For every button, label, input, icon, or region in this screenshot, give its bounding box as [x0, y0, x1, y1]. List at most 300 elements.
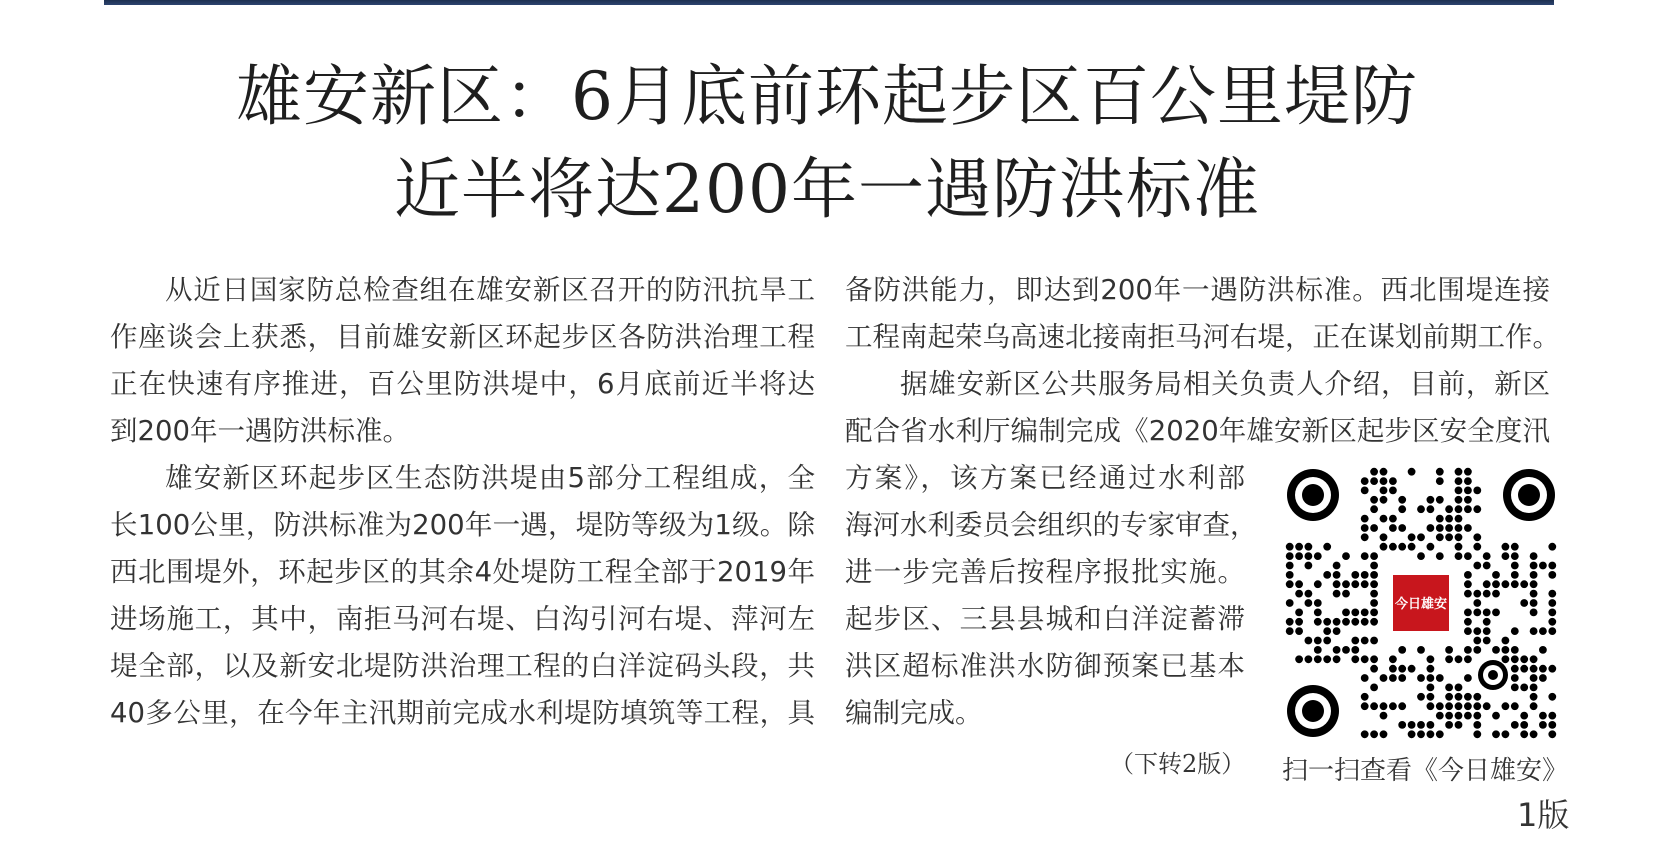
qr-dot	[1305, 637, 1313, 645]
qr-dot	[1408, 468, 1416, 476]
qr-dot	[1520, 599, 1528, 607]
qr-dot	[1530, 599, 1538, 607]
qr-dot	[1530, 627, 1538, 635]
qr-dot	[1323, 543, 1331, 551]
qr-dot	[1361, 552, 1369, 560]
qr-dot	[1548, 562, 1556, 570]
qr-dot	[1408, 730, 1416, 738]
qr-dot	[1455, 712, 1463, 720]
text-line: 工程南起荣乌高速北接南拒马河右堤，正在谋划前期工作。	[845, 321, 1560, 353]
qr-dot	[1464, 590, 1472, 598]
qr-dot	[1436, 524, 1444, 532]
qr-dot	[1314, 609, 1322, 617]
qr-dot	[1455, 468, 1463, 476]
qr-dot	[1473, 590, 1481, 598]
qr-dot	[1445, 693, 1453, 701]
text-line: 配合省水利厅编制完成《2020年雄安新区起步区安全度汛	[845, 415, 1550, 447]
qr-dot	[1370, 496, 1378, 504]
qr-dot	[1380, 730, 1388, 738]
qr-dot	[1473, 646, 1481, 654]
qr-dot	[1473, 693, 1481, 701]
qr-dot	[1398, 702, 1406, 710]
qr-dot	[1464, 618, 1472, 626]
qr-dot	[1342, 609, 1350, 617]
qr-dot	[1445, 533, 1453, 541]
qr-dot	[1417, 505, 1425, 513]
qr-dot	[1520, 684, 1528, 692]
qr-dot	[1548, 618, 1556, 626]
qr-dot	[1492, 609, 1500, 617]
qr-dot	[1305, 543, 1313, 551]
qr-dot	[1548, 590, 1556, 598]
qr-dot	[1389, 524, 1397, 532]
text-line: 正在快速有序推进，百公里防洪堤中，6月底前近半将达	[110, 368, 815, 400]
text-line: 海河水利委员会组织的专家审查，	[845, 509, 1258, 541]
qr-dot	[1427, 674, 1435, 682]
qr-dot	[1455, 543, 1463, 551]
qr-dot	[1351, 571, 1359, 579]
qr-dot	[1511, 552, 1519, 560]
qr-dot	[1464, 487, 1472, 495]
qr-dot	[1520, 655, 1528, 663]
qr-code-graphic	[1285, 467, 1557, 739]
qr-dot	[1483, 580, 1491, 588]
qr-dot	[1286, 580, 1294, 588]
text-line: 编制完成。	[845, 697, 983, 729]
qr-dot	[1455, 496, 1463, 504]
qr-dot	[1380, 515, 1388, 523]
qr-dot	[1342, 590, 1350, 598]
qr-dot	[1389, 665, 1397, 673]
qr-dot	[1427, 496, 1435, 504]
qr-dot	[1333, 562, 1341, 570]
qr-dot	[1520, 580, 1528, 588]
qr-dot	[1370, 477, 1378, 485]
qr-dot	[1473, 599, 1481, 607]
qr-dot	[1370, 580, 1378, 588]
qr-dot	[1464, 609, 1472, 617]
headline-line-2: 近半将达200年一遇防洪标准	[394, 151, 1260, 228]
qr-dot	[1361, 618, 1369, 626]
qr-dot	[1455, 487, 1463, 495]
qr-dot	[1464, 468, 1472, 476]
qr-dot	[1445, 505, 1453, 513]
qr-dot	[1333, 627, 1341, 635]
qr-dot	[1464, 674, 1472, 682]
qr-dot	[1361, 609, 1369, 617]
paragraph-2	[110, 455, 815, 737]
qr-dot	[1511, 702, 1519, 710]
qr-dot	[1314, 580, 1322, 588]
qr-dot	[1464, 571, 1472, 579]
qr-dot	[1548, 730, 1556, 738]
qr-dot	[1361, 693, 1369, 701]
qr-dot	[1530, 674, 1538, 682]
qr-dot	[1398, 505, 1406, 513]
qr-dot	[1361, 730, 1369, 738]
qr-dot	[1323, 655, 1331, 663]
qr-dot	[1427, 684, 1435, 692]
qr-dot	[1436, 533, 1444, 541]
qr-dot	[1502, 730, 1510, 738]
qr-dot	[1530, 590, 1538, 598]
qr-dot	[1511, 571, 1519, 579]
qr-dot	[1380, 702, 1388, 710]
qr-dot	[1530, 655, 1538, 663]
qr-dot	[1361, 655, 1369, 663]
qr-dot	[1436, 477, 1444, 485]
qr-dot	[1511, 684, 1519, 692]
qr-dot	[1530, 552, 1538, 560]
text-line: 进场施工，其中，南拒马河右堤、白沟引河右堤、萍河左	[110, 603, 815, 635]
qr-dot	[1389, 487, 1397, 495]
qr-dot	[1370, 562, 1378, 570]
qr-dot	[1370, 468, 1378, 476]
text-line: 长100公里，防洪标准为200年一遇，堤防等级为1级。除	[110, 509, 815, 541]
qr-dot	[1464, 580, 1472, 588]
qr-dot	[1473, 533, 1481, 541]
qr-dot	[1436, 702, 1444, 710]
qr-dot	[1342, 646, 1350, 654]
qr-dot	[1548, 609, 1556, 617]
qr-dot	[1370, 637, 1378, 645]
text-line: 据雄安新区公共服务局相关负责人介绍，目前，新区	[900, 368, 1550, 400]
qr-dot	[1314, 637, 1322, 645]
qr-dot	[1502, 702, 1510, 710]
text-line: 起步区、三县县城和白洋淀蓄滞	[845, 603, 1245, 635]
qr-dot	[1314, 618, 1322, 626]
qr-dot	[1520, 712, 1528, 720]
qr-dot	[1333, 618, 1341, 626]
qr-dot	[1286, 562, 1294, 570]
qr-dot	[1548, 543, 1556, 551]
qr-alignment-mark	[1478, 660, 1508, 690]
qr-dot	[1511, 627, 1519, 635]
article-right-column	[845, 267, 1560, 455]
qr-dot	[1295, 618, 1303, 626]
qr-dot	[1295, 543, 1303, 551]
qr-dot	[1286, 571, 1294, 579]
qr-dot	[1333, 590, 1341, 598]
qr-dot	[1361, 637, 1369, 645]
qr-dot	[1436, 468, 1444, 476]
qr-dot	[1502, 552, 1510, 560]
qr-dot	[1473, 487, 1481, 495]
qr-dot	[1295, 609, 1303, 617]
text-line: 进一步完善后按程序报批实施。	[845, 556, 1245, 588]
qr-dot	[1370, 702, 1378, 710]
qr-dot	[1483, 637, 1491, 645]
qr-dot	[1473, 627, 1481, 635]
qr-finder-top-left	[1287, 469, 1339, 521]
qr-dot	[1351, 655, 1359, 663]
qr-dot	[1314, 599, 1322, 607]
qr-dot	[1539, 674, 1547, 682]
qr-finder-bottom-left	[1287, 685, 1339, 737]
qr-dot	[1483, 702, 1491, 710]
article-left-column	[110, 267, 815, 737]
qr-dot	[1436, 712, 1444, 720]
text-line: 40多公里，在今年主汛期前完成水利堤防填筑等工程，具	[110, 697, 815, 729]
qr-dot	[1548, 571, 1556, 579]
qr-dot	[1445, 655, 1453, 663]
qr-dot	[1295, 580, 1303, 588]
qr-dot	[1286, 552, 1294, 560]
qr-dot	[1380, 487, 1388, 495]
qr-dot	[1361, 674, 1369, 682]
qr-dot	[1511, 646, 1519, 654]
qr-dot	[1455, 515, 1463, 523]
qr-dot	[1492, 730, 1500, 738]
qr-dot	[1511, 543, 1519, 551]
qr-dot	[1455, 505, 1463, 513]
qr-dot	[1370, 655, 1378, 663]
top-rule	[104, 0, 1554, 5]
qr-dot	[1530, 580, 1538, 588]
qr-dot	[1548, 627, 1556, 635]
text-line: 西北围堤外，环起步区的其余4处堤防工程全部于2019年	[110, 556, 815, 588]
qr-dot	[1380, 468, 1388, 476]
qr-dot	[1417, 730, 1425, 738]
text-line: 到200年一遇防洪标准。	[110, 415, 410, 447]
qr-dot	[1464, 477, 1472, 485]
qr-dot	[1483, 590, 1491, 598]
qr-dot	[1483, 562, 1491, 570]
qr-dot	[1323, 571, 1331, 579]
qr-dot	[1305, 552, 1313, 560]
qr-dot	[1520, 730, 1528, 738]
qr-dot	[1502, 646, 1510, 654]
qr-dot	[1361, 571, 1369, 579]
qr-dot	[1511, 665, 1519, 673]
qr-dot	[1323, 618, 1331, 626]
continued-note: （下转2版）	[1110, 750, 1246, 778]
qr-dot	[1539, 665, 1547, 673]
qr-dot	[1436, 496, 1444, 504]
qr-dot	[1455, 702, 1463, 710]
qr-dot	[1548, 599, 1556, 607]
qr-dot	[1483, 627, 1491, 635]
qr-dot	[1417, 674, 1425, 682]
paragraph-1	[110, 267, 815, 455]
qr-dot	[1351, 609, 1359, 617]
qr-dot	[1492, 580, 1500, 588]
qr-dot	[1511, 721, 1519, 729]
qr-dot	[1473, 505, 1481, 513]
qr-dot	[1445, 524, 1453, 532]
qr-dot	[1370, 505, 1378, 513]
qr-dot	[1305, 562, 1313, 570]
qr-dot	[1305, 590, 1313, 598]
qr-dot	[1539, 562, 1547, 570]
qr-dot	[1380, 712, 1388, 720]
qr-dot	[1351, 618, 1359, 626]
qr-dot	[1351, 646, 1359, 654]
qr-dot	[1502, 580, 1510, 588]
page-number: 1版	[1517, 796, 1570, 834]
qr-dot	[1361, 533, 1369, 541]
text-line: 堤全部，以及新安北堤防洪治理工程的白洋淀码头段，共	[110, 650, 815, 682]
qr-dot	[1417, 693, 1425, 701]
qr-dot	[1455, 552, 1463, 560]
qr-dot	[1539, 712, 1547, 720]
text-line: 作座谈会上获悉，目前雄安新区环起步区各防洪治理工程	[110, 321, 815, 353]
qr-dot	[1417, 533, 1425, 541]
qr-dot	[1548, 693, 1556, 701]
qr-dot	[1370, 552, 1378, 560]
qr-dot	[1370, 665, 1378, 673]
qr-dot	[1483, 609, 1491, 617]
qr-dot	[1351, 637, 1359, 645]
qr-dot	[1427, 730, 1435, 738]
qr-dot	[1417, 646, 1425, 654]
qr-dot	[1539, 646, 1547, 654]
qr-dot	[1483, 552, 1491, 560]
qr-dot	[1473, 543, 1481, 551]
qr-dot	[1398, 721, 1406, 729]
qr-dot	[1370, 599, 1378, 607]
qr-dot	[1455, 721, 1463, 729]
qr-dot	[1314, 552, 1322, 560]
qr-dot	[1492, 712, 1500, 720]
qr-dot	[1398, 543, 1406, 551]
qr-dot	[1361, 580, 1369, 588]
qr-dot	[1464, 646, 1472, 654]
qr-dot	[1370, 609, 1378, 617]
qr-dot	[1286, 599, 1294, 607]
qr-dot	[1473, 609, 1481, 617]
qr-dot	[1427, 524, 1435, 532]
qr-dot	[1408, 533, 1416, 541]
headline-line-1: 雄安新区：6月底前环起步区百公里堤防	[236, 58, 1418, 135]
qr-dot	[1455, 477, 1463, 485]
qr-dot	[1398, 665, 1406, 673]
qr-dot	[1427, 702, 1435, 710]
qr-dot	[1389, 655, 1397, 663]
text-line: 方案》，该方案已经通过水利部	[845, 462, 1245, 494]
qr-dot	[1286, 618, 1294, 626]
qr-dot	[1511, 655, 1519, 663]
qr-dot	[1502, 543, 1510, 551]
qr-dot	[1370, 684, 1378, 692]
qr-dot	[1445, 684, 1453, 692]
qr-dot	[1389, 702, 1397, 710]
qr-dot	[1361, 487, 1369, 495]
qr-dot	[1464, 524, 1472, 532]
qr-dot	[1398, 646, 1406, 654]
text-line: 洪区超标准洪水防御预案已基本	[845, 650, 1245, 682]
qr-dot	[1445, 702, 1453, 710]
qr-dot	[1548, 721, 1556, 729]
qr-dot	[1333, 655, 1341, 663]
qr-dot	[1408, 665, 1416, 673]
qr-dot	[1427, 721, 1435, 729]
qr-dot	[1380, 543, 1388, 551]
qr-dot	[1530, 693, 1538, 701]
qr-dot	[1530, 609, 1538, 617]
qr-dot	[1427, 665, 1435, 673]
qr-dot	[1342, 552, 1350, 560]
qr-dot	[1445, 515, 1453, 523]
qr-dot	[1511, 580, 1519, 588]
qr-dot	[1361, 524, 1369, 532]
qr-dot	[1427, 505, 1435, 513]
qr-dot	[1286, 543, 1294, 551]
qr-dot	[1492, 646, 1500, 654]
qr-logo-text: 今日雄安	[1394, 597, 1448, 612]
qr-dot	[1520, 665, 1528, 673]
qr-dot	[1389, 515, 1397, 523]
qr-dot	[1361, 702, 1369, 710]
qr-dot	[1464, 702, 1472, 710]
qr-dot	[1492, 590, 1500, 598]
qr-dot	[1548, 665, 1556, 673]
qr-dot	[1473, 702, 1481, 710]
qr-dot	[1370, 524, 1378, 532]
qr-dot	[1483, 618, 1491, 626]
qr-finder-top-right	[1503, 469, 1555, 521]
text-line: 备防洪能力，即达到200年一遇防洪标准。西北围堤连接	[845, 274, 1550, 306]
qr-dot	[1539, 721, 1547, 729]
qr-caption: 扫一扫查看《今日雄安》	[1282, 756, 1569, 786]
qr-dot	[1333, 580, 1341, 588]
qr-dot	[1398, 674, 1406, 682]
qr-dot	[1502, 655, 1510, 663]
qr-dot	[1370, 590, 1378, 598]
qr-dot	[1427, 693, 1435, 701]
qr-dot	[1455, 684, 1463, 692]
qr-dot	[1530, 562, 1538, 570]
article-right-narrow	[845, 455, 1258, 737]
qr-dot	[1492, 571, 1500, 579]
qr-dot	[1342, 618, 1350, 626]
qr-dot	[1455, 693, 1463, 701]
qr-dot	[1455, 524, 1463, 532]
qr-dot	[1473, 562, 1481, 570]
qr-dot	[1511, 562, 1519, 570]
qr-dot	[1361, 515, 1369, 523]
qr-dot	[1436, 515, 1444, 523]
text-line: 雄安新区环起步区生态防洪堤由5部分工程组成，全	[165, 462, 815, 494]
qr-dot	[1464, 627, 1472, 635]
qr-dot	[1417, 552, 1425, 560]
qr-dot	[1361, 477, 1369, 485]
qr-dot	[1295, 627, 1303, 635]
qr-dot	[1464, 505, 1472, 513]
qr-dot	[1464, 655, 1472, 663]
qr-dot	[1464, 712, 1472, 720]
qr-dot	[1455, 655, 1463, 663]
qr-dot	[1323, 627, 1331, 635]
qr-dot	[1380, 674, 1388, 682]
qr-dot	[1530, 571, 1538, 579]
qr-dot	[1305, 599, 1313, 607]
qr-dot	[1295, 655, 1303, 663]
qr-code[interactable]	[1285, 467, 1557, 739]
qr-dot	[1464, 496, 1472, 504]
qr-dot	[1464, 552, 1472, 560]
qr-dot	[1370, 571, 1378, 579]
qr-dot	[1530, 684, 1538, 692]
qr-dot	[1380, 533, 1388, 541]
qr-dot	[1389, 477, 1397, 485]
qr-dot	[1389, 674, 1397, 682]
qr-dot	[1305, 655, 1313, 663]
qr-dot	[1333, 646, 1341, 654]
qr-dot	[1417, 721, 1425, 729]
qr-dot	[1436, 730, 1444, 738]
qr-dot	[1351, 580, 1359, 588]
